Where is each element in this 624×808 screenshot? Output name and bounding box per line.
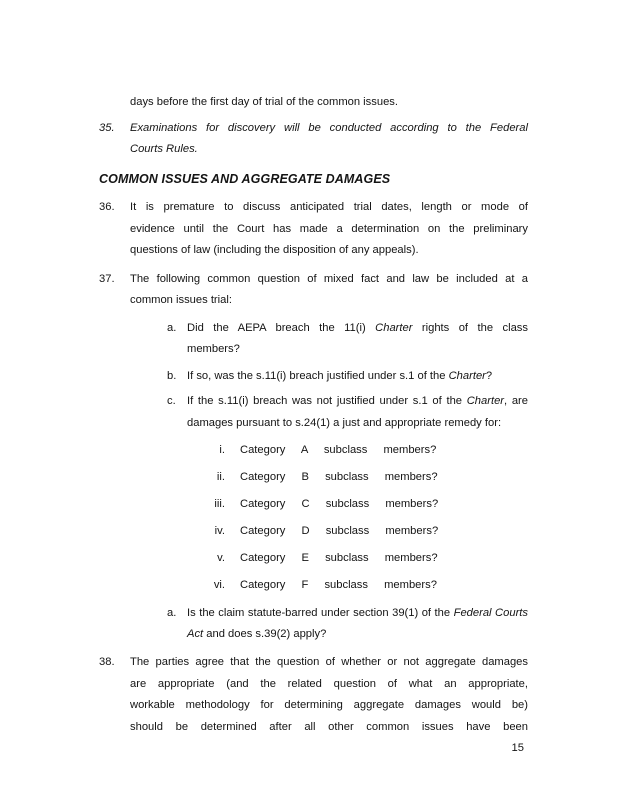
paragraph-35 [99,118,528,161]
paragraph-37-text [130,269,528,312]
paragraph-36 [99,197,528,262]
paragraph-37-number: 37. [99,272,115,285]
list-item-text: Category B subclass members? [240,471,438,483]
list-item-text: Category A subclass members? [240,444,437,456]
paragraph-34-continuation-line: days before the first day of trial of the common issues. [130,96,399,108]
paragraph-38-number: 38. [99,656,115,668]
text-line: The following common question of mixed fact and law be included at a [130,272,528,285]
text-line: It is premature to discuss anticipated trial dates, length or mode of [130,201,528,213]
text-line: questions of law (including the disposition of any appeals). [130,244,419,256]
list-item-b-text [187,366,528,388]
text-line: Act and does s.39(2) apply? [187,628,327,640]
text-line: common issues trial: [130,294,232,306]
text-line: should be determined after all other common issues have been [130,720,528,733]
text-line: If the s.11(i) breach was not justified under s.1 of the Charter, are [187,395,529,407]
list-marker: iv. [214,525,225,537]
paragraph-38 [99,652,528,738]
list-item-c-text [187,391,528,434]
list-item-roman-iv [201,521,528,543]
text-line: workable methodology for determining aggregate damages would be) [130,699,528,711]
list-item-a [167,318,528,361]
list-item-b [167,366,528,388]
list-item-roman-vi [201,575,528,597]
list-item-text: Category D subclass members? [240,525,439,537]
list-item-roman-i [201,440,528,462]
text-line: If so, was the s.11(i) breach justified under s.1 of the Charter? [187,369,493,382]
list-marker: a. [167,321,177,334]
text-line: are appropriate (and the related question of what an appropriate, [130,677,528,690]
list-item-roman-iii [201,494,528,516]
list-item-roman-v [201,548,528,570]
text-line: damages pursuant to s.24(1) a just and appropriate remedy for: [187,416,502,429]
list-item-a-text [187,318,528,361]
list-marker: ii. [216,471,225,483]
list-marker: a. [167,606,177,619]
list-item-a-second [167,603,528,646]
page-number: 15 [511,742,524,754]
list-marker: v. [217,552,225,564]
text-line: Courts Rules. [130,143,198,155]
text-line: The parties agree that the question of whether or not aggregate damages [130,656,528,668]
paragraph-37 [99,269,528,312]
list-item-roman-ii [201,467,528,489]
text-line: members? [187,343,240,355]
list-marker: b. [167,369,177,382]
list-marker: c. [167,395,176,407]
list-item-text: Category E subclass members? [240,552,438,564]
paragraph-35-text [130,118,528,161]
list-marker: i. [219,444,225,456]
list-item-c [167,391,528,434]
list-item-text: Category F subclass members? [240,579,437,591]
text-line: Is the claim statute-barred under section 39(1) of the Federal Courts [187,606,528,619]
paragraph-35-number: 35. [99,121,115,134]
list-item-a-second-text [187,603,528,646]
paragraph-38-text [130,652,528,738]
paragraph-36-text [130,197,528,262]
list-marker: vi. [213,579,225,591]
text-line: Examinations for discovery will be conducted according to the Federal [130,121,528,134]
text-line: Did the AEPA breach the 11(i) Charter rights of the class [187,321,528,334]
paragraph-36-number: 36. [99,201,115,213]
list-marker: iii. [214,498,225,510]
section-heading: COMMON ISSUES AND AGGREGATE DAMAGES [99,171,391,186]
text-line: evidence until the Court has made a determination on the preliminary [130,222,528,235]
list-item-text: Category C subclass members? [240,498,439,510]
